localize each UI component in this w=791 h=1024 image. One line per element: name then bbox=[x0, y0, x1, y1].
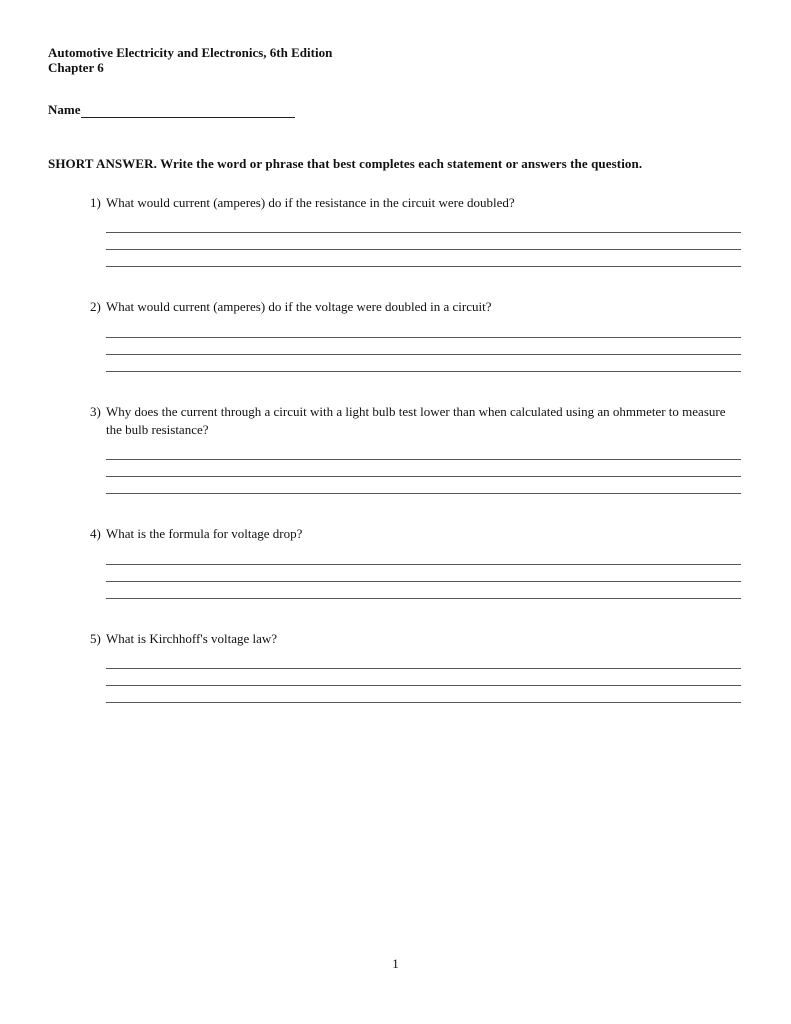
question-number: 1) bbox=[90, 194, 101, 210]
question-text: What is Kirchhoff's voltage law? bbox=[106, 630, 278, 646]
question-number: 3) bbox=[90, 403, 101, 419]
question-number: 5) bbox=[90, 630, 101, 646]
answer-line bbox=[106, 477, 741, 494]
section-instructions: SHORT ANSWER. Write the word or phrase that best completes each statement or answers the question. bbox=[48, 155, 643, 171]
answer-line bbox=[106, 686, 741, 703]
page-number: 1 bbox=[392, 956, 399, 971]
answer-line bbox=[106, 338, 741, 355]
chapter-label: Chapter 6 bbox=[48, 59, 104, 75]
name-row bbox=[48, 102, 741, 118]
question-5 bbox=[90, 630, 741, 704]
question-number: 4) bbox=[90, 526, 101, 542]
answer-line bbox=[106, 460, 741, 477]
question-2 bbox=[90, 298, 741, 372]
answer-line bbox=[106, 443, 741, 460]
question-text-row bbox=[90, 298, 741, 316]
answer-line bbox=[106, 669, 741, 686]
question-text-row bbox=[90, 525, 741, 543]
question-text: Why does the current through a circuit with a light bulb test lower than when calculated using an ohmmeter to measure the bulb resistance? bbox=[106, 403, 726, 437]
answer-line bbox=[106, 233, 741, 250]
answer-lines bbox=[90, 548, 741, 599]
answer-lines bbox=[90, 443, 741, 494]
question-text-row bbox=[90, 194, 741, 212]
name-label: Name bbox=[48, 101, 81, 117]
question-3 bbox=[90, 403, 741, 494]
answer-line bbox=[106, 355, 741, 372]
answer-line bbox=[106, 582, 741, 599]
questions-list bbox=[48, 194, 741, 703]
name-underline bbox=[81, 103, 295, 118]
answer-lines bbox=[90, 321, 741, 372]
question-text-row bbox=[90, 403, 741, 438]
question-4 bbox=[90, 525, 741, 599]
question-text: What is the formula for voltage drop? bbox=[106, 526, 303, 542]
question-1 bbox=[90, 194, 741, 268]
answer-line bbox=[106, 216, 741, 233]
answer-line bbox=[106, 250, 741, 267]
answer-line bbox=[106, 565, 741, 582]
answer-line bbox=[106, 548, 741, 565]
document-title: Automotive Electricity and Electronics, 6th Edition bbox=[48, 45, 333, 60]
answer-line bbox=[106, 652, 741, 669]
answer-lines bbox=[90, 652, 741, 703]
question-text-row bbox=[90, 630, 741, 648]
question-number: 2) bbox=[90, 299, 101, 315]
question-text: What would current (amperes) do if the voltage were doubled in a circuit? bbox=[106, 299, 492, 315]
question-text: What would current (amperes) do if the resistance in the circuit were doubled? bbox=[106, 194, 515, 210]
answer-lines bbox=[90, 216, 741, 267]
document-header bbox=[48, 46, 741, 76]
answer-line bbox=[106, 321, 741, 338]
